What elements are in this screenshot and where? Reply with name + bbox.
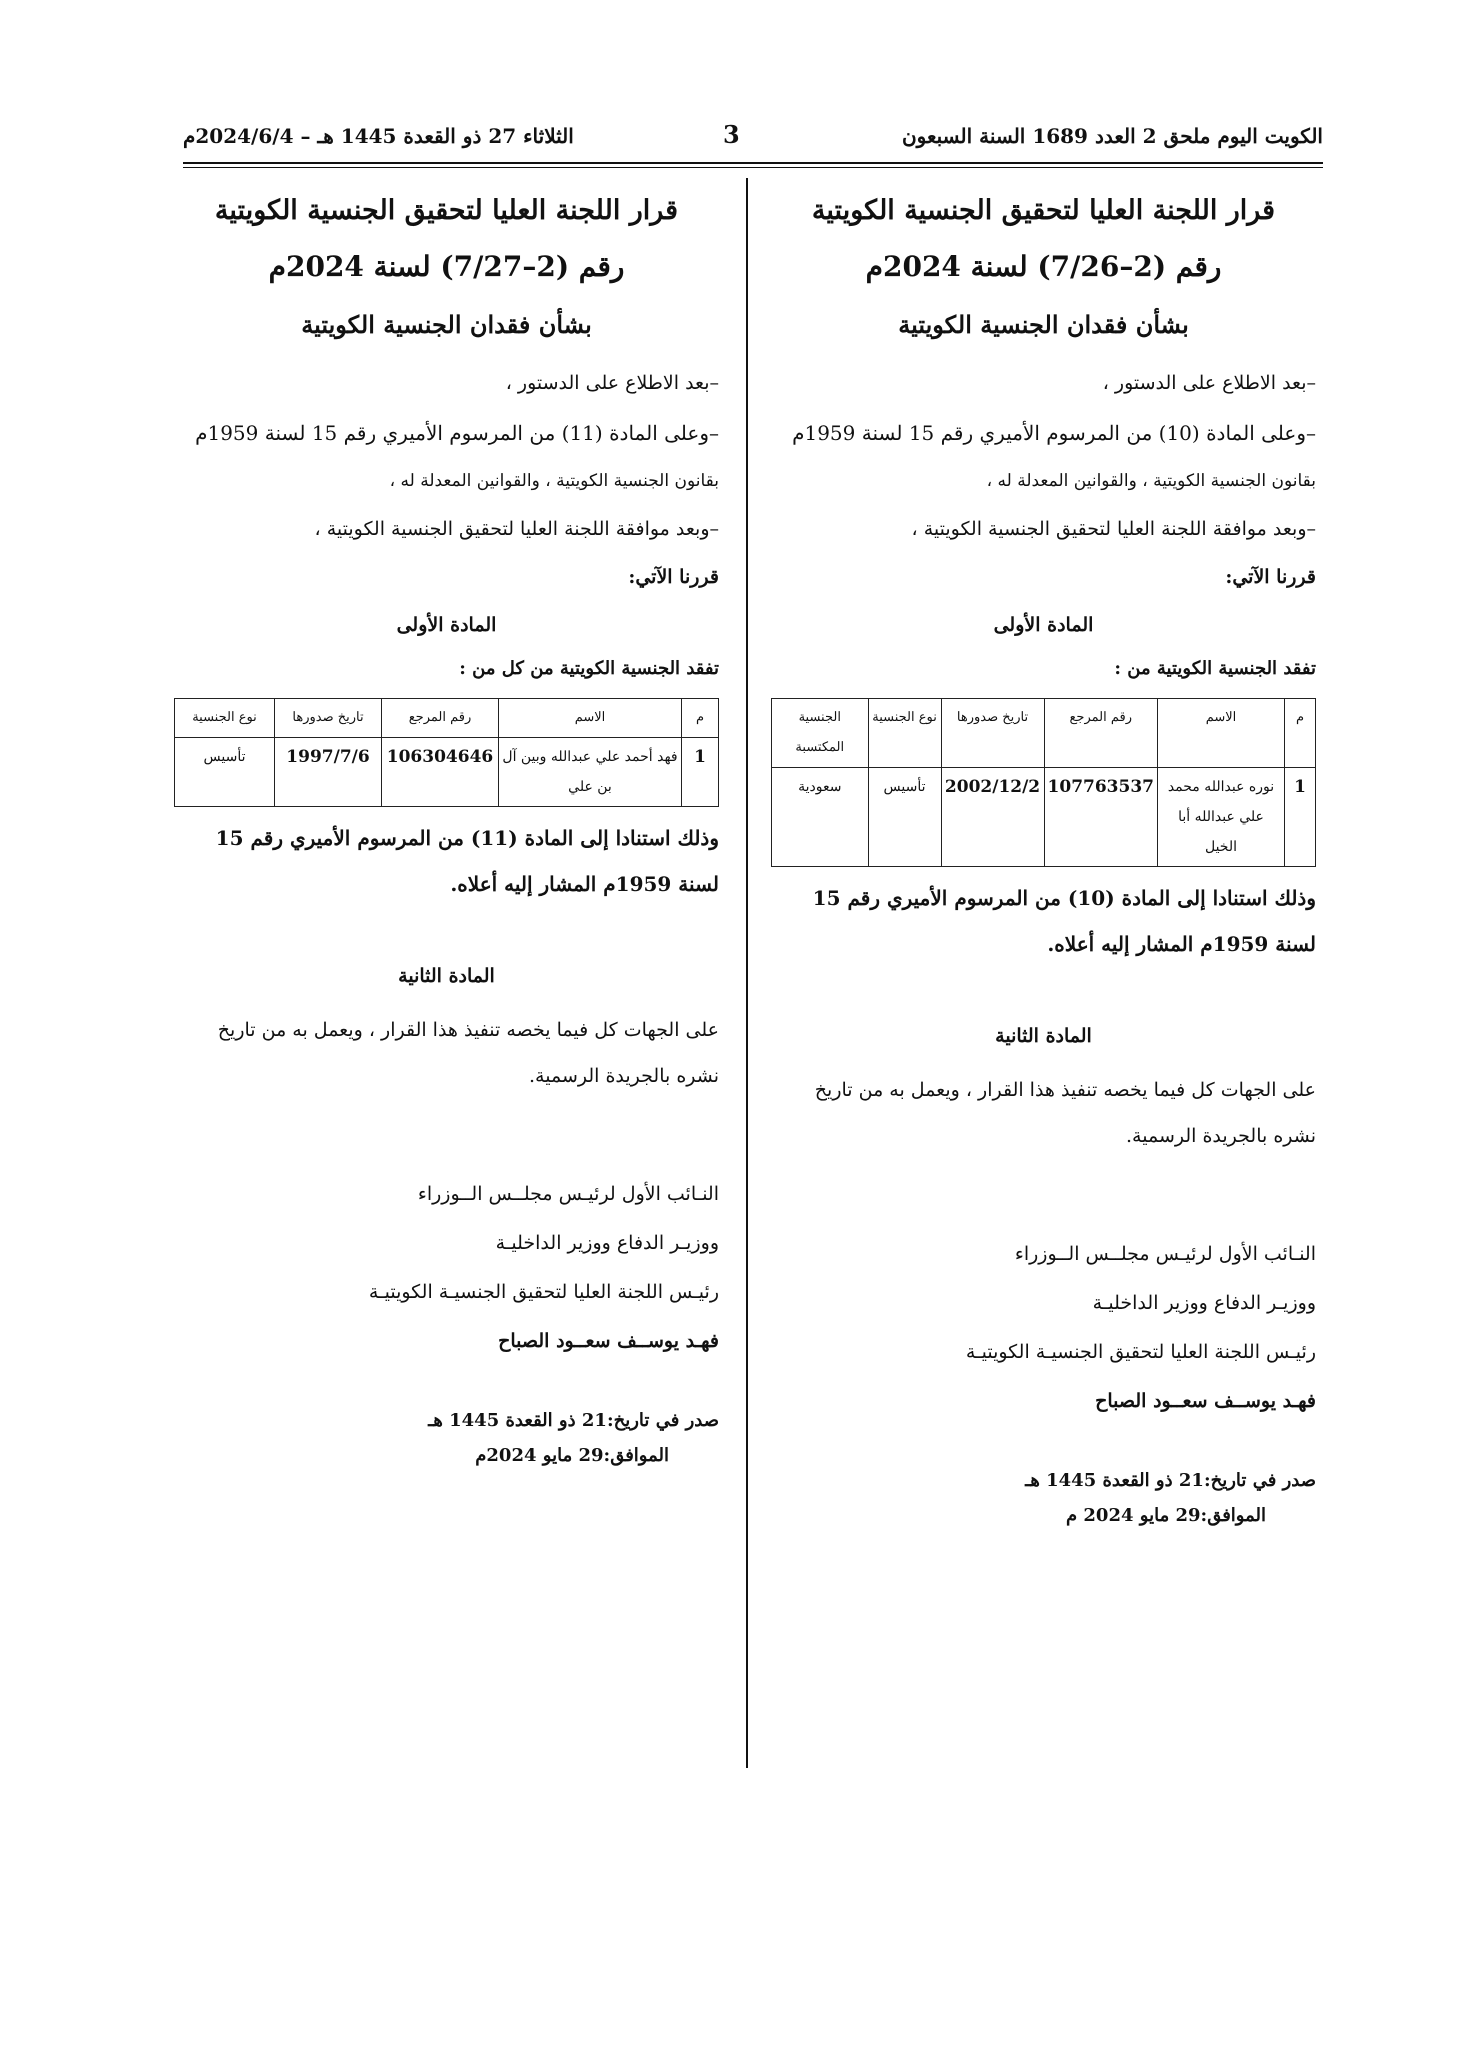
signature-line: رئيـس اللجنة العليا لتحقيق الجنسيـة الكويتيـة (368, 1281, 719, 1303)
issued-date: صدر في تاريخ:21 ذو القعدة 1445 هـ (1025, 1470, 1316, 1491)
cell-type: تأسيس (175, 738, 275, 807)
cell-acquired: سعودية (772, 768, 869, 867)
nationality-loss-table (771, 698, 1316, 867)
table-row (772, 768, 1316, 867)
preamble-line: –وبعد موافقة اللجنة العليا لتحقيق الجنسية الكويتية ، (314, 518, 719, 540)
col-header-issue-date: تاريخ صدورها (941, 699, 1044, 768)
signature-block (174, 1179, 719, 1356)
col-header-reference: رقم المرجع (1044, 699, 1157, 768)
col-header-type: نوع الجنسية (175, 699, 275, 738)
cell-index: 1 (1285, 768, 1316, 867)
preamble-line: –وبعد موافقة اللجنة العليا لتحقيق الجنسية الكويتية ، (911, 518, 1316, 540)
cell-issue-date: 1997/7/6 (275, 738, 382, 807)
signature-line: ووزيـر الدفاع ووزير الداخليـة (495, 1232, 719, 1254)
col-header-acquired: الجنسية المكتسبة (772, 699, 869, 768)
signature-line: ووزيـر الدفاع ووزير الداخليـة (1092, 1292, 1316, 1314)
signatory-name: فهـد يوســف سعــود الصباح (1095, 1390, 1316, 1412)
preamble-line: بقانون الجنسية الكويتية ، والقوانين المعدلة له ، (986, 471, 1316, 491)
signature-block (771, 1239, 1316, 1416)
article-1-basis: وذلك استنادا إلى المادة (11) من المرسوم الأميري رقم 15 لسنة 1959م المشار إليه أعلاه. (215, 826, 719, 896)
col-header-type: نوع الجنسية (868, 699, 941, 768)
preamble-line: –وعلى المادة (10) من المرسوم الأميري رقم 15 لسنة 1959م (792, 421, 1316, 445)
page-header (183, 118, 1323, 154)
article-1-basis: وذلك استنادا إلى المادة (10) من المرسوم الأميري رقم 15 لسنة 1959م المشار إليه أعلاه. (812, 886, 1316, 956)
col-header-index: م (682, 699, 719, 738)
preamble-line: بقانون الجنسية الكويتية ، والقوانين المعدلة له ، (389, 471, 719, 491)
article-1-intro: تفقد الجنسية الكويتية من : (1114, 658, 1316, 679)
resolution-line: قررنا الآتي: (1225, 566, 1316, 588)
article-1-intro: تفقد الجنسية الكويتية من كل من : (459, 658, 719, 679)
corresponding-date: الموافق:29 مايو 2024م (475, 1445, 669, 1466)
article-2-text: على الجهات كل فيما يخصه تنفيذ هذا القرار ، ويعمل به من تاريخ نشره بالجريدة الرسمية. (217, 1019, 719, 1087)
col-header-name: الاسم (1158, 699, 1285, 768)
table-header-row (175, 699, 719, 738)
signature-line: رئيـس اللجنة العليا لتحقيق الجنسيـة الكويتيـة (965, 1341, 1316, 1363)
signature-line: النـائب الأول لرئيـس مجلــس الــوزراء (1014, 1243, 1316, 1265)
resolution-line: قررنا الآتي: (628, 566, 719, 588)
issued-date: صدر في تاريخ:21 ذو القعدة 1445 هـ (428, 1410, 719, 1431)
gazette-issue-info: الكويت اليوم ملحق 2 العدد 1689 السنة السبعون (901, 124, 1323, 148)
cell-index: 1 (682, 738, 719, 807)
decision-title: قرار اللجنة العليا لتحقيق الجنسية الكويتية (811, 195, 1276, 226)
col-header-name: الاسم (499, 699, 682, 738)
corresponding-date: الموافق:29 مايو 2024 م (1065, 1505, 1266, 1526)
decision-number: رقم (2–7/27) لسنة 2024م (268, 250, 625, 283)
cell-type: تأسيس (868, 768, 941, 867)
cell-name: نوره عبدالله محمد علي عبدالله أبا الخيل (1158, 768, 1285, 867)
nationality-loss-table (174, 698, 719, 807)
header-rule-thin (183, 167, 1323, 168)
decision-subject: بشأن فقدان الجنسية الكويتية (301, 310, 592, 339)
decision-subject: بشأن فقدان الجنسية الكويتية (898, 310, 1189, 339)
article-1-title: المادة الأولى (396, 614, 497, 636)
preamble-line: –بعد الاطلاع على الدستور ، (1102, 372, 1316, 394)
decision-column-right (771, 188, 1316, 1526)
col-header-reference: رقم المرجع (382, 699, 499, 738)
issue-date: الثلاثاء 27 ذو القعدة 1445 هـ – 2024/6/4م (183, 124, 574, 148)
decision-number: رقم (2–7/26) لسنة 2024م (865, 250, 1222, 283)
article-1-title: المادة الأولى (993, 614, 1094, 636)
preamble-line: –بعد الاطلاع على الدستور ، (505, 372, 719, 394)
header-rule-thick (183, 162, 1323, 164)
article-2-title: المادة الثانية (995, 1025, 1092, 1047)
decision-title: قرار اللجنة العليا لتحقيق الجنسية الكويتية (214, 195, 679, 226)
col-header-index: م (1285, 699, 1316, 768)
signature-line: النـائب الأول لرئيـس مجلــس الــوزراء (417, 1183, 719, 1205)
article-2-text: على الجهات كل فيما يخصه تنفيذ هذا القرار ، ويعمل به من تاريخ نشره بالجريدة الرسمية. (814, 1079, 1316, 1147)
cell-issue-date: 2002/12/2 (941, 768, 1044, 867)
table-header-row (772, 699, 1316, 768)
cell-reference: 106304646 (382, 738, 499, 807)
preamble-line: –وعلى المادة (11) من المرسوم الأميري رقم 15 لسنة 1959م (195, 421, 719, 445)
cell-reference: 107763537 (1044, 768, 1157, 867)
col-header-issue-date: تاريخ صدورها (275, 699, 382, 738)
table-row (175, 738, 719, 807)
cell-name: فهد أحمد علي عبدالله وبين آل بن علي (499, 738, 682, 807)
signatory-name: فهـد يوســف سعــود الصباح (498, 1330, 719, 1352)
column-divider (746, 178, 748, 1768)
article-2-title: المادة الثانية (398, 965, 495, 987)
decision-column-left (174, 188, 719, 1466)
page-number: 3 (723, 120, 740, 149)
